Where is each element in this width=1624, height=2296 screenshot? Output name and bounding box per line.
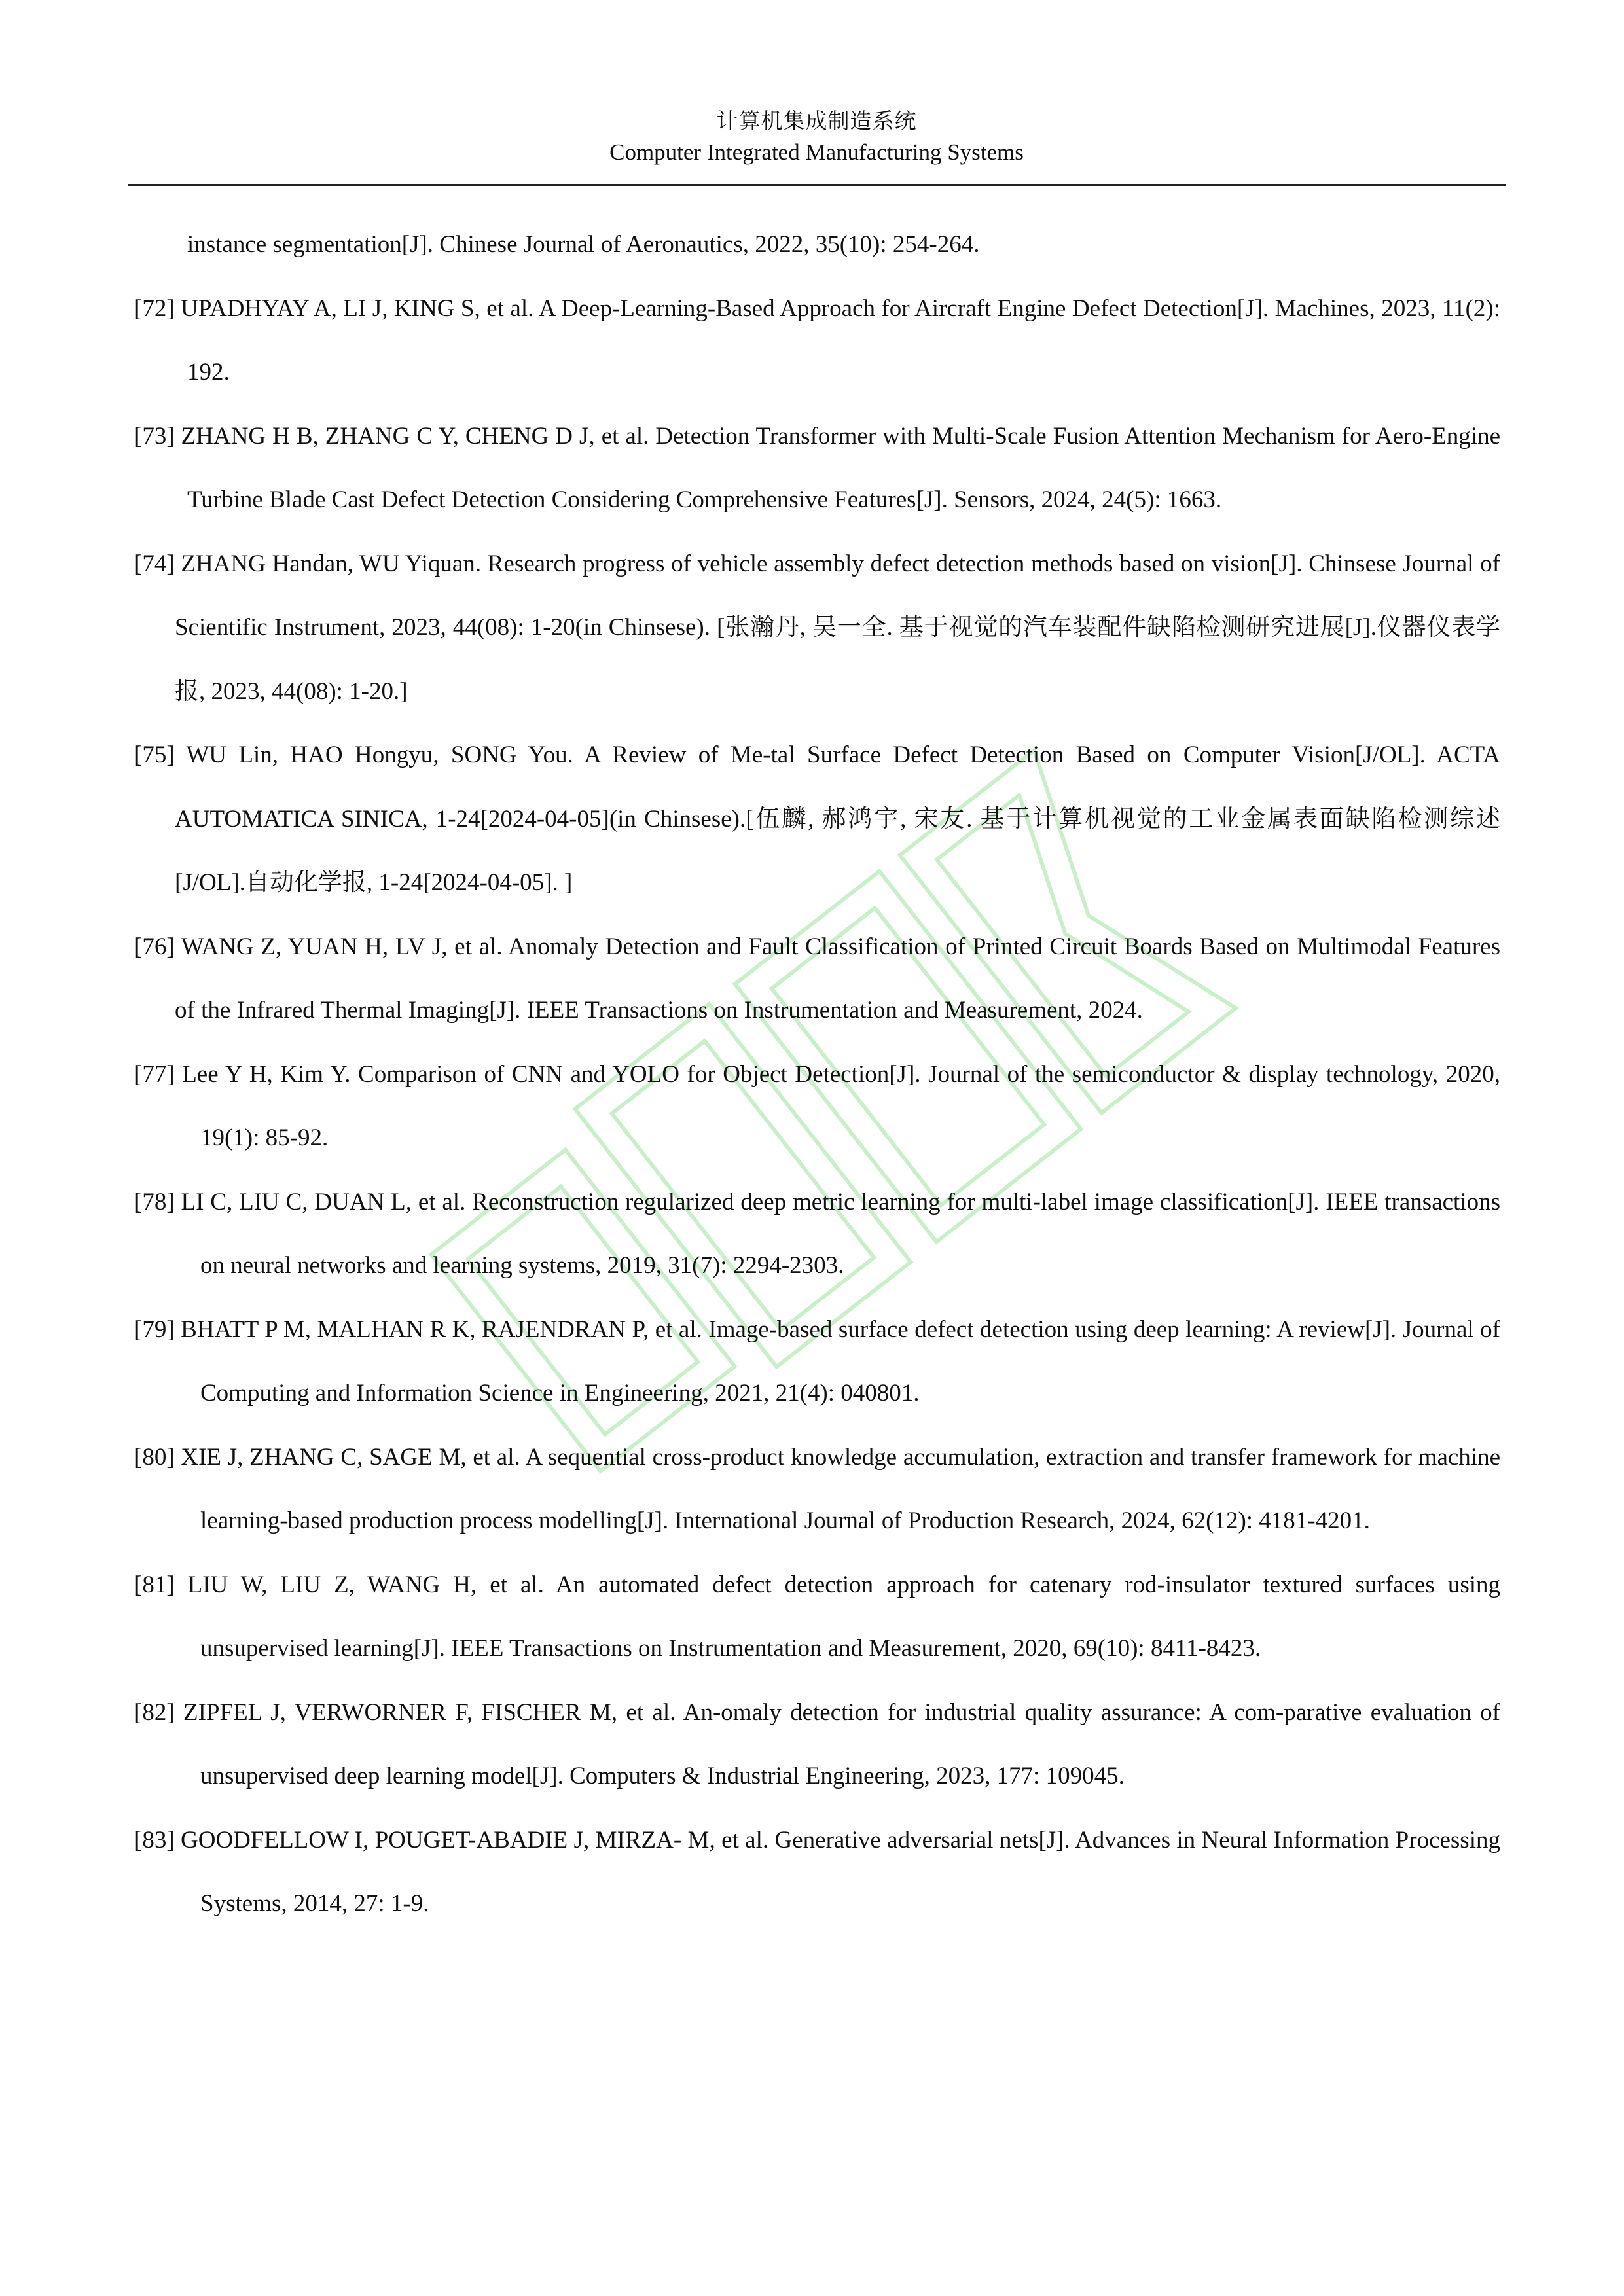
reference-list [134,213,1500,1936]
reference-72: [72] UPADHYAY A, LI J, KING S, et al. A Deep-Learning-Based Approach for Aircraft Engine Defect Detection[J]. Machines, 2023, 11(2): 192. [134,295,1500,386]
reference-78: [78] LI C, LIU C, DUAN L, et al. Reconstruction regularized deep metric learning for multi-label image classification[J]. IEEE transactions on neural networks and learning systems, 2019, 31(7): 2294-2303. [134,1188,1500,1279]
journal-title-chinese: 计算机集成制造系统 [716,108,917,134]
header-rule [128,184,1506,186]
reference-79: [79] BHATT P M, MALHAN R K, RAJENDRAN P, et al. Image-based surface defect detection using deep learning: A review[J]. Journal of Computing and Information Science in Engineering, 2021, 21(4): 040801. [134,1316,1500,1407]
reference-76: [76] WANG Z, YUAN H, LV J, et al. Anomaly Detection and Fault Classification of Printed Circuit Boards Based on Multimodal Features of the Infrared Thermal Imaging[J]. IEEE Transactions on Instrumentation and Measurement, 2024. [134,933,1500,1024]
reference-83: [83] GOODFELLOW I, POUGET-ABADIE J, MIRZA- M, et al. Generative adversarial nets[J]. Advances in Neural Information Processing Systems, 2014, 27: 1-9. [134,1826,1500,1917]
reference-75: [75] WU Lin, HAO Hongyu, SONG You. A Review of Me-tal Surface Defect Detection Based on Computer Vision[J/OL]. ACTA AUTOMATICA SINICA, 1-24[2024-04-05](in Chinsese).[伍麟, 郝鸿宇, 宋友. 基于计算机视觉的工业金属表面缺陷检测综述[J/OL].自动化学报, 1-24[2024-04-05]. ] [134,742,1500,896]
reference-81: [81] LIU W, LIU Z, WANG H, et al. An automated defect detection approach for catenary rod-insulator textured surfaces using unsupervised learning[J]. IEEE Transactions on Instrumentation and Measurement, 2020, 69(10): 8411-8423. [134,1571,1500,1662]
reference-74: [74] ZHANG Handan, WU Yiquan. Research progress of vehicle assembly defect detection methods based on vision[J]. Chinsese Journal of Scientific Instrument, 2023, 44(08): 1-20(in Chinsese). [张瀚丹, 吴一全. 基于视觉的汽车装配件缺陷检测研究进展[J].仪器仪表学报, 2023, 44(08): 1-20.] [134,550,1500,705]
reference-80: [80] XIE J, ZHANG C, SAGE M, et al. A sequential cross-product knowledge accumulation, extraction and transfer framework for machine learning-based production process modelling[J]. International Journal of Production Research, 2024, 62(12): 4181-4201. [134,1443,1500,1534]
reference-continuation: instance segmentation[J]. Chinese Journal of Aeronautics, 2022, 35(10): 254-264. [187,231,980,258]
reference-82: [82] ZIPFEL J, VERWORNER F, FISCHER M, et al. An-omaly detection for industrial quality assurance: A com-parative evaluation of unsupervised deep learning model[J]. Computers & Industrial Engineering, 2023, 177: 109045. [134,1698,1500,1789]
reference-73: [73] ZHANG H B, ZHANG C Y, CHENG D J, et al. Detection Transformer with Multi-Scale Fusion Attention Mechanism for Aero-Engine Turbine Blade Cast Defect Detection Considering Comprehensive Features[J]. Sensors, 2024, 24(5): 1663. [134,422,1500,513]
journal-title-english: Computer Integrated Manufacturing Systems [609,139,1024,165]
running-header [128,105,1506,168]
reference-77: [77] Lee Y H, Kim Y. Comparison of CNN and YOLO for Object Detection[J]. Journal of the semiconductor & display technology, 2020, 19(1): 85-92. [134,1060,1500,1151]
